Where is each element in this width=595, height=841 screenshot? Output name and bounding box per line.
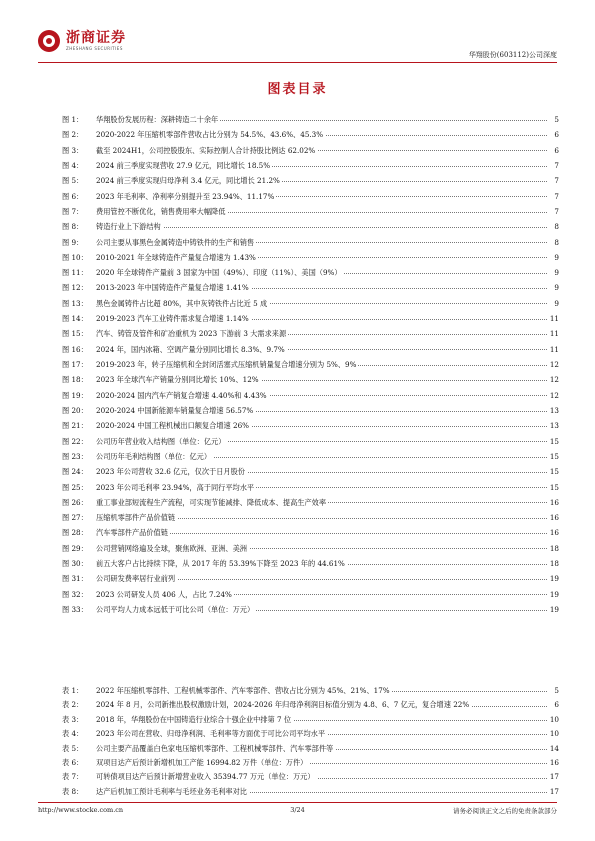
figure-page-number: 6	[552, 127, 559, 142]
table-label: 表 4：	[62, 729, 84, 739]
figure-entry[interactable]	[62, 449, 559, 464]
brand-logo	[38, 30, 126, 52]
figure-entry[interactable]	[62, 556, 559, 571]
figure-label: 图 12：	[62, 283, 88, 293]
figure-page-number: 11	[548, 326, 559, 341]
figure-page-number: 11	[548, 311, 559, 326]
figure-entry[interactable]	[62, 296, 559, 311]
table-label: 表 6：	[62, 757, 84, 767]
table-page-number: 10	[548, 727, 559, 741]
figure-entry[interactable]	[62, 326, 559, 341]
figure-page-number: 13	[548, 418, 559, 433]
figure-title: 公司平均人力成本远低于可比公司（单位：万元）	[96, 605, 255, 614]
figure-label: 图 6：	[62, 191, 84, 201]
figure-label: 图 27：	[62, 513, 88, 523]
figure-label: 图 28：	[62, 528, 88, 538]
figure-page-number: 19	[548, 571, 559, 586]
figure-title: 2019-2023 汽车工业铸件需求复合增速 1.14%	[96, 314, 249, 324]
figure-entry[interactable]	[62, 357, 559, 372]
figure-page-number: 7	[552, 158, 559, 173]
figure-entry[interactable]	[62, 388, 559, 403]
figure-page-number: 18	[548, 556, 559, 571]
figure-label: 图 24：	[62, 467, 88, 477]
figure-label: 图 3：	[62, 145, 84, 155]
figure-page-number: 7	[552, 204, 559, 219]
figure-page-number: 6	[552, 143, 559, 158]
table-entry[interactable]	[62, 727, 559, 741]
table-page-number: 6	[552, 698, 559, 712]
figure-label: 图 10：	[62, 252, 88, 262]
figure-page-number: 16	[548, 510, 559, 525]
figure-entry[interactable]	[62, 464, 559, 479]
logo-subtitle: ZHESHANG SECURITIES	[66, 45, 123, 51]
figure-entry[interactable]	[62, 602, 559, 617]
figure-title: 铸造行业上下游结构	[96, 222, 161, 232]
figure-page-number: 7	[552, 173, 559, 188]
figure-page-number: 11	[548, 342, 559, 357]
figure-title: 2020-2022 年压缩机零部件营收占比分别为 54.5%、43.6%、45.3%	[96, 130, 324, 140]
figure-page-number: 9	[552, 265, 559, 280]
figure-title: 公司历年毛利结构图（单位：亿元）	[96, 451, 212, 461]
figure-title: 2020-2024 中国工程机械出口额复合增速 26%	[96, 421, 249, 431]
table-entry[interactable]	[62, 698, 559, 712]
figure-entry[interactable]	[62, 541, 559, 556]
table-title: 双项目达产后预计新增机加工产能 16994.82 万件（单位：万件）	[96, 757, 308, 767]
figure-title: 2023 公司研发人员 406 人，占比 7.24%	[96, 589, 232, 599]
figure-label: 图 17：	[62, 360, 88, 369]
figure-label: 图 16：	[62, 344, 88, 354]
figure-title: 2020 年全球铸件产量前 3 国家为中国（49%）、印度（11%）、美国（9%）	[96, 268, 342, 278]
figure-entry[interactable]	[62, 250, 559, 265]
figure-title: 2020-2024 国内汽车产销复合增速 4.40%和 4.43%	[96, 390, 267, 400]
table-title: 公司主要产品覆盖白色家电压缩机零部件、工程机械零部件、汽车零部件等	[96, 743, 334, 753]
figure-page-number: 7	[552, 189, 559, 204]
figure-label: 图 8：	[62, 222, 84, 232]
figure-title: 2024 前三季度实现归母净利 3.4 亿元，同比增长 21.2%	[96, 176, 280, 186]
table-page-number: 5	[552, 684, 559, 698]
table-entry[interactable]	[62, 756, 559, 770]
table-title: 2023 年公司在营收、归母净利润、毛利率等方面优于可比公司平均水平	[96, 729, 326, 739]
figure-title: 公司主要从事黑色金属铸造中铸铁件的生产和销售	[96, 237, 255, 247]
figure-label: 图 9：	[62, 237, 84, 247]
figure-page-number: 9	[552, 280, 559, 295]
figure-title: 公司历年营业收入结构图（单位：亿元）	[96, 436, 226, 446]
table-entry[interactable]	[62, 770, 559, 784]
figure-page-number: 16	[548, 525, 559, 540]
figure-label: 图 7：	[62, 206, 84, 216]
figure-label: 图 30：	[62, 559, 88, 569]
table-label: 表 3：	[62, 714, 84, 724]
table-page-number: 10	[548, 713, 559, 727]
figure-title: 2023 年全球汽车产销量分别同比增长 10%、12%	[96, 375, 259, 385]
figure-label: 图 29：	[62, 543, 88, 553]
table-page-number: 14	[548, 742, 559, 756]
figure-page-number: 12	[548, 372, 559, 387]
figure-title: 汽车、铸管及管件和矿冶重机为 2023 下游前 3 大需求来源	[96, 329, 287, 339]
figure-entry[interactable]	[62, 587, 559, 602]
page-header	[38, 30, 557, 70]
figure-entry[interactable]	[62, 342, 559, 357]
figure-label: 图 33：	[62, 605, 88, 614]
table-entry[interactable]	[62, 684, 559, 698]
figure-entry[interactable]	[62, 418, 559, 433]
table-page-number: 16	[548, 756, 559, 770]
table-label: 表 7：	[62, 772, 84, 782]
table-title: 可转债项目达产后预计新增营业收入 35394.77 万元（单位：万元）	[96, 772, 315, 782]
figure-title: 截至 2024H1，公司控股股东、实际控制人合计持股比例达 62.02%	[96, 145, 316, 155]
figure-label: 图 20：	[62, 405, 88, 415]
figure-title: 2013-2023 年中国铸造件产量复合增速 1.41%	[96, 283, 249, 293]
figure-title: 2023 年毛利率、净利率分别提升至 23.94%、11.17%	[96, 191, 275, 201]
zheshang-logo-icon	[38, 30, 60, 52]
table-title: 2024 年 8 月，公司新推出股权激励计划，2024-2026 年归母净利润目标值分别为 4.8、6、7 亿元，复合增速 22%	[96, 700, 470, 710]
figure-page-number: 19	[548, 587, 559, 602]
figure-page-number: 15	[548, 480, 559, 495]
figure-entry[interactable]	[62, 112, 559, 127]
figure-page-number: 9	[552, 250, 559, 265]
figure-title: 2020-2024 中国新能源车销量复合增速 56.57%	[96, 405, 254, 415]
figure-entry[interactable]	[62, 434, 559, 449]
figure-title: 黑色金属铸件占比超 80%，其中灰铸铁件占比近 5 成	[96, 298, 268, 308]
figure-entry[interactable]	[62, 495, 559, 510]
figure-label: 图 4：	[62, 160, 84, 170]
figure-title: 费用管控不断优化，销售费用率大幅降低	[96, 206, 226, 216]
figure-entry[interactable]	[62, 127, 559, 142]
table-page-number: 17	[548, 785, 559, 799]
figure-page-number: 16	[548, 495, 559, 510]
figure-entry[interactable]	[62, 265, 559, 280]
figure-label: 图 25：	[62, 482, 88, 492]
figure-page-number: 12	[548, 357, 559, 372]
figure-label: 图 19：	[62, 390, 88, 400]
figure-page-number: 15	[548, 434, 559, 449]
footer-url[interactable]: http://www.stocke.com.cn	[38, 806, 124, 814]
figure-entry[interactable]	[62, 204, 559, 219]
table-entry[interactable]	[62, 742, 559, 756]
figure-entry[interactable]	[62, 480, 559, 495]
figure-title: 2023 年公司毛利率 23.94%，高于同行平均水平	[96, 482, 255, 492]
figure-label: 图 15：	[62, 329, 88, 339]
figure-entry[interactable]	[62, 372, 559, 387]
footer-page-number: 3/24	[290, 806, 305, 814]
header-divider	[38, 62, 557, 63]
figure-label: 图 11：	[62, 268, 88, 278]
figure-label: 图 23：	[62, 451, 88, 461]
figure-title: 2024 前三季度实现营收 27.9 亿元，同比增长 18.5%	[96, 160, 271, 170]
figure-entry[interactable]	[62, 158, 559, 173]
table-title: 达产后机加工预计毛利率与毛坯业务毛利率对比	[96, 786, 247, 796]
figure-title: 2019-2023 年，转子压缩机和全封闭活塞式压缩机销量复合增速分别为 5%、9%	[96, 360, 357, 369]
table-label: 表 2：	[62, 700, 84, 710]
figure-entry[interactable]	[62, 280, 559, 295]
figure-entry[interactable]	[62, 143, 559, 158]
figure-entry[interactable]	[62, 235, 559, 250]
figure-list	[62, 112, 559, 617]
logo-name: 浙商证券	[66, 29, 126, 46]
table-label: 表 1：	[62, 686, 84, 695]
figure-label: 图 32：	[62, 589, 88, 599]
figure-page-number: 19	[548, 602, 559, 617]
figure-label: 图 5：	[62, 176, 84, 186]
figure-label: 图 21：	[62, 421, 88, 431]
figure-entry[interactable]	[62, 403, 559, 418]
figure-label: 图 26：	[62, 497, 88, 507]
figure-page-number: 8	[552, 235, 559, 250]
figure-title: 前五大客户占比持续下降，从 2017 年的 53.39%下降至 2023 年的 44.61%	[96, 559, 345, 569]
figure-entry[interactable]	[62, 525, 559, 540]
figure-title: 公司研发费率居行业前列	[96, 574, 176, 584]
table-list	[62, 684, 559, 799]
figure-title: 华翔股份发展历程：深耕铸造二十余年	[96, 115, 219, 124]
report-identifier: 华翔股份(603112)公司深度	[468, 51, 557, 59]
figure-title: 重工事业部短流程生产流程，可实现节能减排、降低成本、提高生产效率	[96, 497, 327, 507]
figure-entry[interactable]	[62, 311, 559, 326]
figure-title: 2023 年公司营收 32.6 亿元，仅次于日月股份	[96, 467, 245, 477]
figure-title: 2010-2021 年全球铸造件产量复合增速为 1.43%	[96, 252, 256, 262]
footer-divider	[38, 802, 557, 803]
figure-label: 图 14：	[62, 314, 88, 324]
table-entry[interactable]	[62, 785, 559, 799]
table-title: 2018 年，华翔股份在中国铸造行业综合十强企业中排第 7 位	[96, 714, 292, 724]
table-label: 表 8：	[62, 786, 84, 796]
figure-title: 压缩机零部件产品价值链	[96, 513, 176, 523]
figure-title: 公司营销网络遍及全球，聚焦欧洲、亚洲、美洲	[96, 543, 247, 553]
table-entry[interactable]	[62, 713, 559, 727]
table-page-number: 17	[548, 770, 559, 784]
figure-page-number: 18	[548, 541, 559, 556]
figure-label: 图 2：	[62, 130, 84, 140]
figure-title: 2024 年，国内冰箱、空调产量分别同比增长 8.3%、9.7%	[96, 344, 285, 354]
figure-page-number: 5	[552, 112, 559, 127]
figure-label: 图 22：	[62, 436, 88, 446]
figure-page-number: 15	[548, 464, 559, 479]
figure-page-number: 13	[548, 403, 559, 418]
figure-entry[interactable]	[62, 510, 559, 525]
figure-entry[interactable]	[62, 173, 559, 188]
figure-page-number: 15	[548, 449, 559, 464]
figure-label: 图 1：	[62, 115, 84, 124]
figure-title: 汽车零部件产品价值链	[96, 528, 168, 538]
table-label: 表 5：	[62, 743, 84, 753]
figure-label: 图 18：	[62, 375, 88, 385]
figure-entry[interactable]	[62, 189, 559, 204]
figure-page-number: 12	[548, 388, 559, 403]
figure-entry[interactable]	[62, 219, 559, 234]
figure-label: 图 31：	[62, 574, 88, 584]
footer-disclaimer: 请务必阅读正文之后的免责条款部分	[453, 807, 557, 815]
figure-label: 图 13：	[62, 298, 88, 308]
table-title: 2022 年压缩机零部件、工程机械零部件、汽车零部件、营收占比分别为 45%、21%、17%	[96, 686, 390, 695]
page-title: 图表目录	[267, 82, 328, 97]
figure-entry[interactable]	[62, 571, 559, 586]
figure-page-number: 8	[552, 219, 559, 234]
figure-page-number: 9	[552, 296, 559, 311]
